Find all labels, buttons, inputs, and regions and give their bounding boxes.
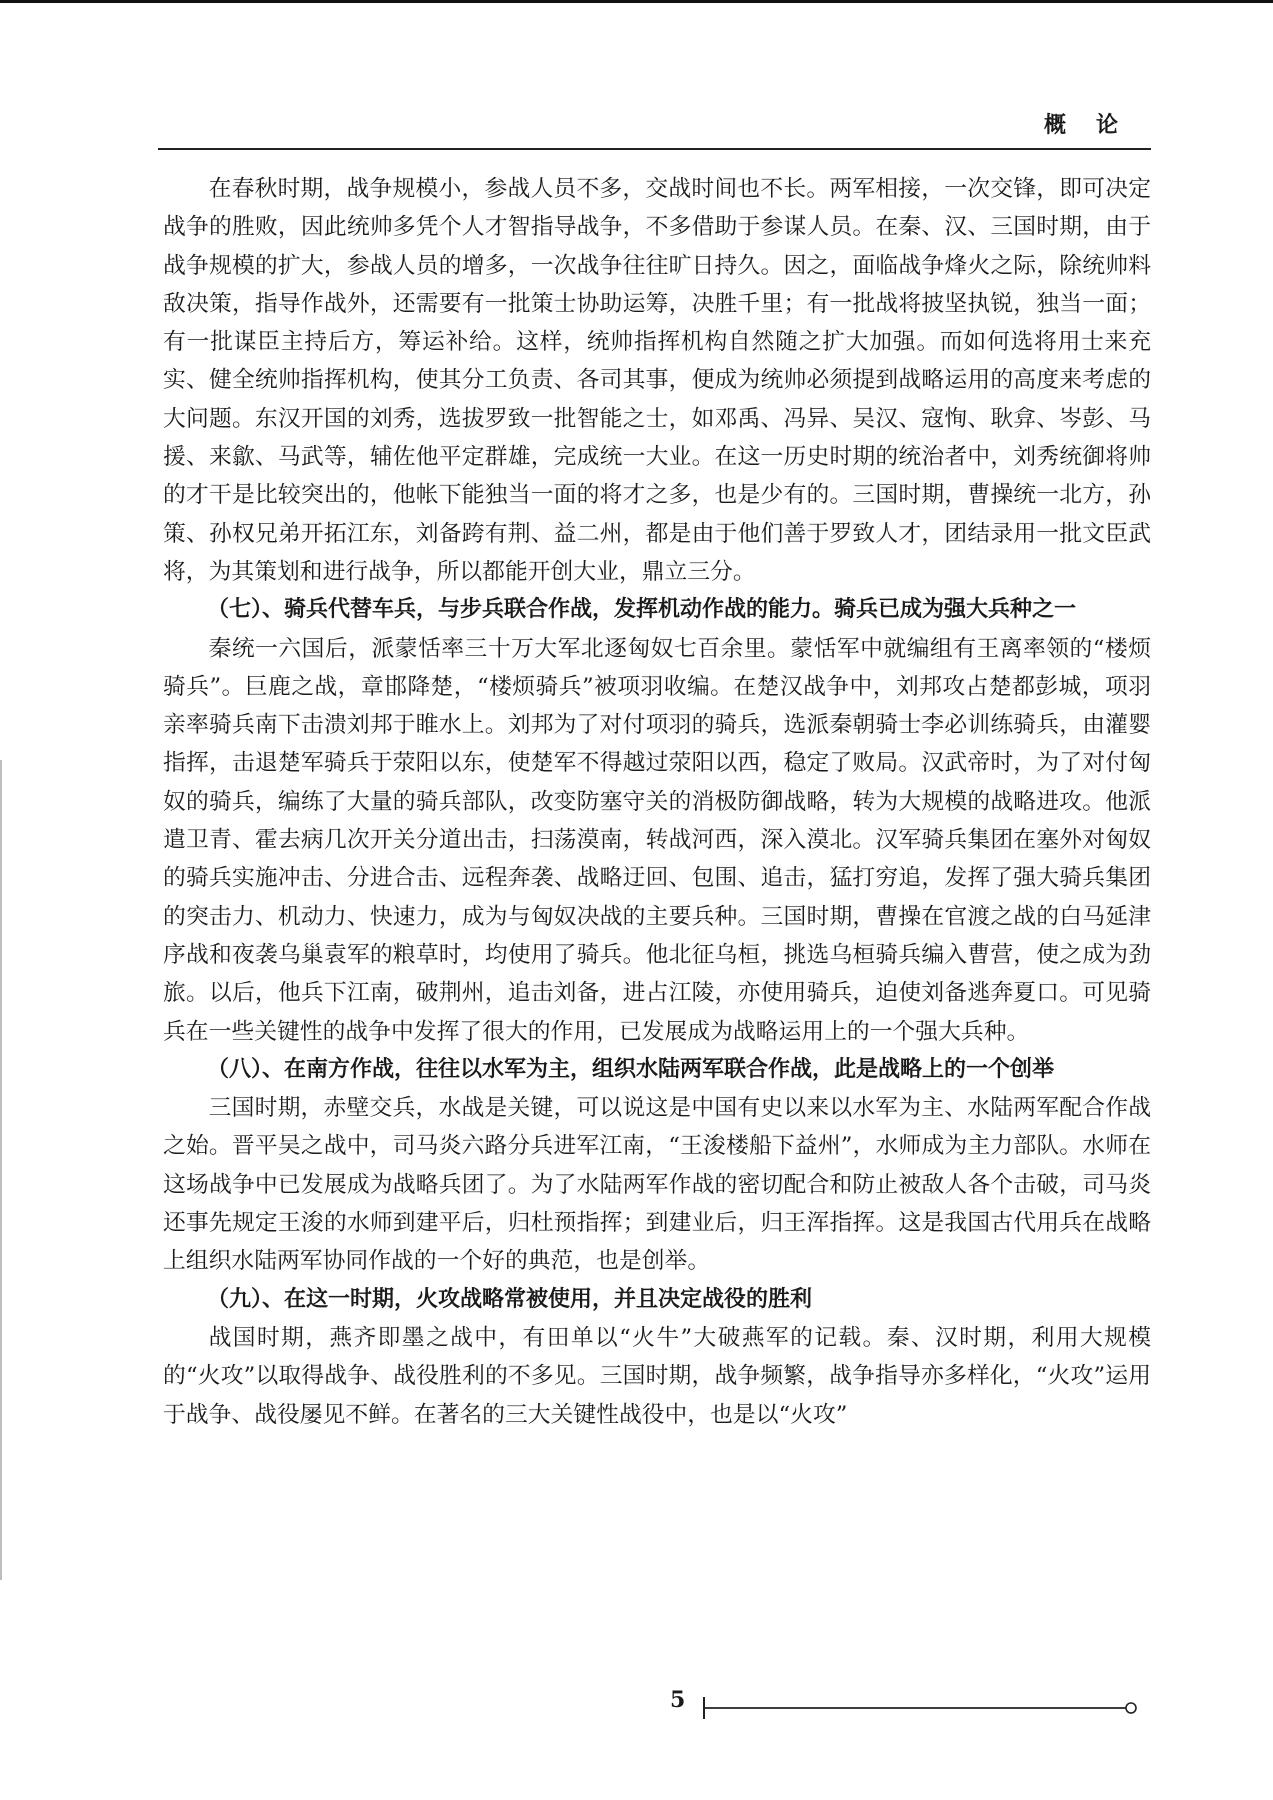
page-body [163,170,1151,1434]
header-rule [158,148,1151,150]
section-heading: （八）、在南方作战，往往以水军为主，组织水陆两军联合作战，此是战略上的一个创举 [207,1056,1055,1082]
footer-ornament-line [702,1695,1138,1721]
body-paragraph: 秦统一六国后，派蒙恬率三十万大军北逐匈奴七百余里。蒙恬军中就编组有王离率领的“楼烦骑兵”。巨鹿之战，章邯降楚，“楼烦骑兵”被项羽收编。在楚汉战争中，刘邦攻占楚都彭城，项羽亲率骑兵南下击溃刘邦于睢水上。刘邦为了对付项羽的骑兵，选派秦朝骑士李必训练骑兵，由灌婴指挥，击退楚军骑兵于荥阳以东，使楚军不得越过荥阳以西，稳定了败局。汉武帝时，为了对付匈奴的骑兵，编练了大量的骑兵部队，改变防塞守关的消极防御战略，转为大规模的战略进攻。他派遣卫青、霍去病几次开关分道出击，扫荡漠南，转战河西，深入漠北。汉军骑兵集团在塞外对匈奴的骑兵实施冲击、分进合击、远程奔袭、战略迂回、包围、追击，猛打穷追，发挥了强大骑兵集团的突击力、机动力、快速力，成为与匈奴决战的主要兵种。三国时期，曹操在官渡之战的白马延津序战和夜袭乌巢袁军的粮草时，均使用了骑兵。他北征乌桓，挑选乌桓骑兵编入曹营，使之成为劲旅。以后，他兵下江南，破荆州，追击刘备，进占江陵，亦使用骑兵，迫使刘备逃奔夏口。可见骑兵在一些关键性的战争中发挥了很大的作用，已发展成为战略运用上的一个强大兵种。 [163,635,1151,1045]
page-number: 5 [670,1687,686,1713]
scan-edge-shadow [0,760,2,1580]
body-paragraph: 在春秋时期，战争规模小，参战人员不多，交战时间也不长。两军相接，一次交锋，即可决定战争的胜败，因此统帅多凭个人才智指导战争，不多借助于参谋人员。在秦、汉、三国时期，由于战争规模的扩大，参战人员的增多，一次战争往往旷日持久。因之，面临战争烽火之际，除统帅料敌决策，指导作战外，还需要有一批策士协助运筹，决胜千里；有一批战将披坚执锐，独当一面；有一批谋臣主持后方，筹运补给。这样，统帅指挥机构自然随之扩大加强。而如何选将用士来充实、健全统帅指挥机构，使其分工负责、各司其事，便成为统帅必须提到战略运用的高度来考虑的大问题。东汉开国的刘秀，选拔罗致一批智能之士，如邓禹、冯异、吴汉、寇恂、耿弇、岑彭、马援、来歙、马武等，辅佐他平定群雄，完成统一大业。在这一历史时期的统治者中，刘秀统御将帅的才干是比较突出的，他帐下能独当一面的将才之多，也是少有的。三国时期，曹操统一北方，孙策、孙权兄弟开拓江东，刘备跨有荆、益二州，都是由于他们善于罗致人才，团结录用一批文臣武将，为其策划和进行战争，所以都能开创大业，鼎立三分。 [163,176,1151,585]
body-paragraph: 战国时期，燕齐即墨之战中，有田单以“火牛”大破燕军的记载。秦、汉时期，利用大规模的“火攻”以取得战争、战役胜利的不多见。三国时期，战争频繁，战争指导亦多样化，“火攻”运用于战争、战役屡见不鲜。在著名的三大关键性战役中，也是以“火攻” [163,1324,1151,1428]
section-heading: （九）、在这一时期，火攻战略常被使用，并且决定战役的胜利 [207,1286,813,1312]
body-paragraph: 三国时期，赤壁交兵，水战是关键，可以说这是中国有史以来以水军为主、水陆两军配合作战之始。晋平吴之战中，司马炎六路分兵进军江南，“王浚楼船下益州”，水师成为主力部队。水师在这场战争中已发展成为战略兵团了。为了水陆两军作战的密切配合和防止被敌人各个击破，司马炎还事先规定王浚的水师到建平后，归杜预指挥；到建业后，归王浑指挥。这是我国古代用兵在战略上组织水陆两军协同作战的一个好的典范，也是创举。 [163,1095,1151,1275]
running-header-title: 概论 [1043,113,1148,138]
page-footer [670,1687,1170,1727]
top-border-rule [0,0,1273,3]
section-heading: （七）、骑兵代替车兵，与步兵联合作战，发挥机动作战的能力。骑兵已成为强大兵种之一 [207,597,1077,623]
